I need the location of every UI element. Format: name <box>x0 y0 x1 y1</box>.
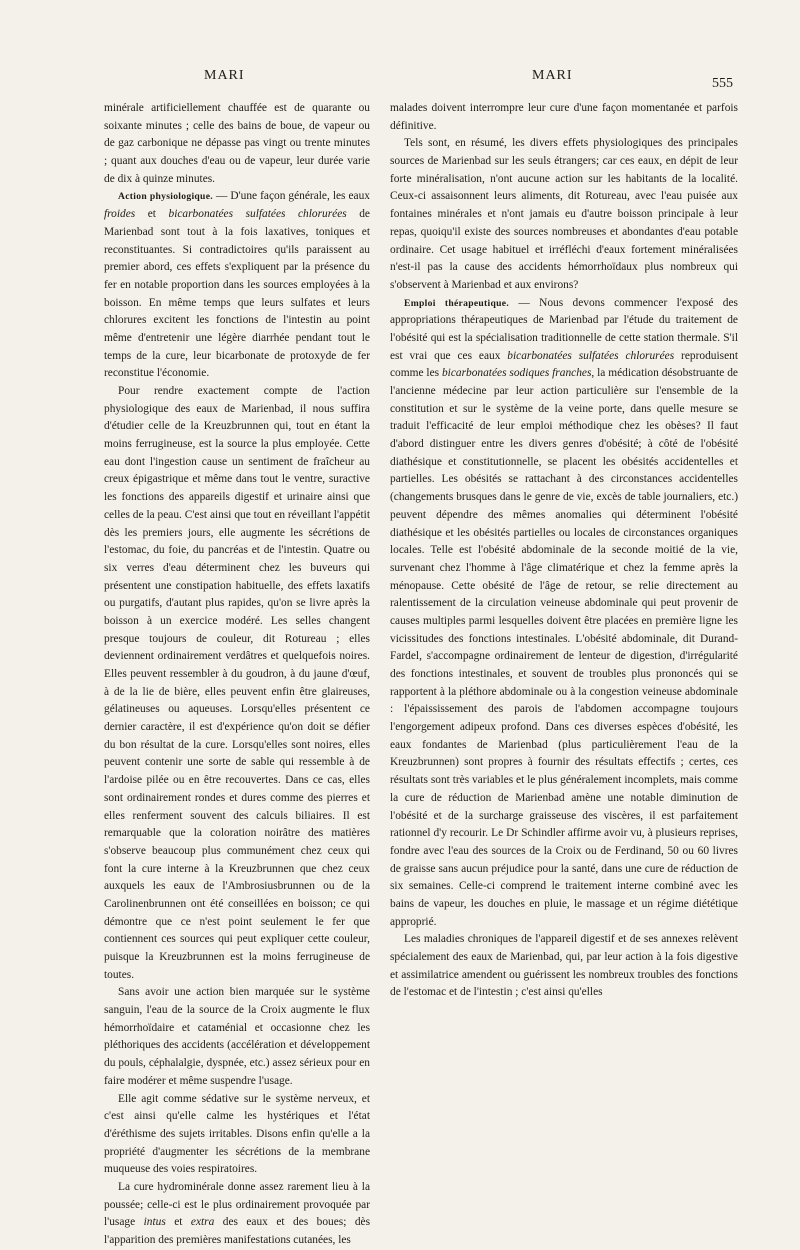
text-run: des eaux et des boues; dès l'apparition des premières manifestations cutanées, les <box>104 1216 370 1246</box>
italic-text: bicarbonatées sodiques franches <box>441 367 592 380</box>
italic-text: extra <box>190 1216 215 1229</box>
paragraph: Pour rendre exactement compte de l'action physiologique des eaux de Marienbad, il nous suffira d'étudier celle de la Kreuzbrunnen qui, tout en étant la moins ferrugineuse, est la source la plus employée. Cette eau dont l'ingestion cause un sentiment de fraîcheur au creux épigastrique et même dans tout le ventre, suractive les fonctions des appareils digestif et urinaire ainsi que celles de la peau. C'est ainsi que tout en réveillant l'appétit dès les premiers jours, elle augmente les sécrétions de l'estomac, du foie, du pancréas et de l'intestin. Quatre ou six verres d'eau déterminent chez les buveurs qui présentent une constipation habituelle, des effets laxatifs ou purgatifs, d'autant plus rapides, qu'on se livre après la boisson à un exercice modéré. Les selles changent presque toujours de couleur, dit Rotureau ; elles deviennent ordinairement verdâtres et quelquefois noires. Elles peuvent ressembler à du goudron, à du jaune d'œuf, à de la lie de bière, elles peuvent enfin être glaireuses, gélatineuses ou aqueuses. Lorsqu'elles présentent ce dernier caractère, il est d'expérience qu'on doit se défier du bon résultat de la cure. Lorsqu'elles sont noires, elles peuvent contenir une sorte de sable qui ressemble à de l'ardoise pilée ou en être recouvertes. Dans ce cas, elles sont ordinairement rondes et dures comme des pierres et elles renferment souvent des calculs biliaires. Il est remarquable que la coloration noirâtre des matières s'observe beaucoup plus communément chez ceux qui font la cure interne à la Kreuzbrunnen que chez ceux auxquels les eaux de l'Ambrosiusbrunnen ou de la Carolinenbrunnen ont été conseillées en boisson; ce qui démontre que ce n'est point seulement le fer que contiennent ces sources qui peut expliquer cette couleur, puisque la Kreuzbrunnen est la moins ferrugineuse de toutes. <box>104 385 370 981</box>
paragraph-action-physiologique <box>104 188 370 383</box>
paragraph: Les maladies chroniques de l'appareil digestif et de ses annexes relèvent spécialement des eaux de Marienbad, qui, par leur action à la fois digestive et assimilatrice amendent ou guérissent les nombreux troubles des fonctions de l'estomac et de l'intestin ; c'est ainsi qu'elles <box>390 933 738 999</box>
left-column <box>104 100 370 1250</box>
text-run: , la médication désobstruante de l'ancienne médecine par leur action particulière sur l'ensemble de la constitution et sur le système de la veine porte, dans quelle mesure se traduit l'efficacité de leur emploi méthodique chez les obèses? Il faut d'abord distinguer entre les divers genres d'obésité; à côté de l'obésité diathésique et constitutionnelle, se placent les obésités accidentelles et partielles. Les obésités se rattachant à des circonstances accidentelles (changements brusques dans le genre de vie, excès de table journaliers, etc.) peuvent dépendre des mêmes anomalies qui déterminent l'obésité diathésique et les obésités partielles ou locales de circonstances organiques locales. Telle est l'obésité abdominale de la seconde moitié de la vie, survenant chez l'homme à l'âge climatérique et chez la femme après la ménopause. Cette obésité de l'âge de retour, se relie directement au ralentissement de la circulation veineuse abdominale qui peut provenir de causes multiples parmi lesquelles doivent être placées en première ligne les vicissitudes des fonctions intestinales. L'obésité abdominale, dit Durand-Fardel, s'accompagne ordinairement de lenteur de digestion, d'irrégularité des fonctions intestinales, et souvent de troubles plus prononcés qui se rapportent à la pléthore abdominale ou à la congestion veineuse abdominale : l'épaississement des parois de l'abdomen accompagne toujours l'engorgement adipeux profond. Dans ces diverses espèces d'obésité, les eaux fondantes de Marienbad (plus particulièrement l'eau de la Kreuzbrunnen) sont propres à fournir des résultats effectifs ; certes, ces résultats sont très variables et le plus généralement incomplets, mais comme la cure de réduction de Marienbad amène une notable diminution de l'obésité et de la surcharge graisseuse des viscères, il est parfaitement rationnel d'y recourir. Le Dr Schindler affirme avoir vu, à plusieurs reprises, fondre avec l'eau des sources de la Croix ou de Ferdinand, 50 ou 60 livres de graisse sans aucun préjudice pour la santé, dans une cure de réduction de six semaines. Celle-ci comprend le traitement interne combiné avec les bains de vapeur, les douches en pluie, le massage et un régime diététique approprié. <box>390 367 738 928</box>
text-run: de Marienbad sont tout à la fois laxatives, toniques et reconstituantes. Si contradictoires qu'ils paraissent au premier abord, ces effets s'expliquent par la présence du fer en notable proportion dans les sources employées à la boisson. En même temps que leurs sulfates et leurs chlorures excitent les fonctions de l'intestin au point même d'entretenir une légère diarrhée pendant tout le temps de la cure, leur bicarbonate de protoxyde de fer reconstitue l'économie. <box>104 208 370 380</box>
italic-text: froides <box>104 208 136 221</box>
page-number: 555 <box>712 76 733 91</box>
section-heading: Action physiologique. <box>118 191 213 203</box>
italic-text: bicarbonatées sulfatées chlorurées <box>168 208 347 221</box>
italic-text: bicarbonatées sulfatées chlorurées <box>507 349 675 362</box>
italic-text: intus <box>143 1216 166 1229</box>
text-run: et <box>135 208 169 221</box>
text-run: et <box>165 1216 191 1229</box>
paragraph <box>104 1179 370 1250</box>
paragraph-emploi-therapeutique <box>390 295 738 932</box>
right-column <box>390 100 738 1002</box>
paragraph: Elle agit comme sédative sur le système nerveux, et c'est ainsi qu'elle calme les hystériques et l'état d'éréthisme des sujets irritables. Disons enfin qu'elle a la propriété d'augmenter les sécrétions de la membrane muqueuse des voies respiratoires. <box>104 1092 370 1176</box>
running-head-left: MARI <box>204 68 245 83</box>
paragraph: malades doivent interrompre leur cure d'une façon momentanée et parfois définitive. <box>390 102 738 132</box>
running-head-right: MARI <box>532 68 573 83</box>
text-run: — Nous devons commencer l'exposé des appropriations thérapeutiques de Marienbad par l'étude du traitement de l'obésité qui est la spécialisation traditionnelle de cette station thermale. S'il est vrai que ces eaux <box>390 296 738 362</box>
text-run: La cure hydrominérale donne assez rarement lieu à la poussée; celle-ci est le plus ordinairement provoquée par l'usage <box>104 1180 370 1229</box>
section-heading: Emploi thérapeutique. <box>404 297 510 309</box>
text-run: — D'une façon générale, les eaux <box>212 190 371 203</box>
paragraph: Tels sont, en résumé, les divers effets physiologiques des principales sources de Marienbad sur les seuls étrangers; car ces eaux, en dépit de leur forte minéralisation, n'ont aucune action sur les habitants de la localité. Ceux-ci assaisonnent leurs aliments, dit Rotureau, avec l'eau puisée aux fontaines minérales et n'ont jamais eu d'autre boisson principale à leur repas, quoiqu'il existe des sources nombreuses et abondantes d'eau potable ordinaire. Cet usage habituel et irréfléchi d'eaux fortement minéralisées n'est-il pas la cause des accidents hémorrhoïdaux plus nombreux qui s'observent à Marienbad et aux environs? <box>390 137 738 291</box>
paragraph: Sans avoir une action bien marquée sur le système sanguin, l'eau de la source de la Croix augmente le flux hémorrhoïdaire et cataménial et occasionne chez les pléthoriques des accidents (accélération et développement du pouls, céphalalgie, dyspnée, etc.) assez sérieux pour en faire modérer et même suspendre l'usage. <box>104 986 370 1087</box>
text-run: reproduisent comme les <box>390 349 738 380</box>
paragraph: minérale artificiellement chauffée est de quarante ou soixante minutes ; celle des bains de boue, de vapeur ou de gaz carbonique ne dépasse pas vingt ou trente minutes ; quant aux douches d'eau ou de vapeur, leur durée varie de dix à quinze minutes. <box>104 102 370 185</box>
